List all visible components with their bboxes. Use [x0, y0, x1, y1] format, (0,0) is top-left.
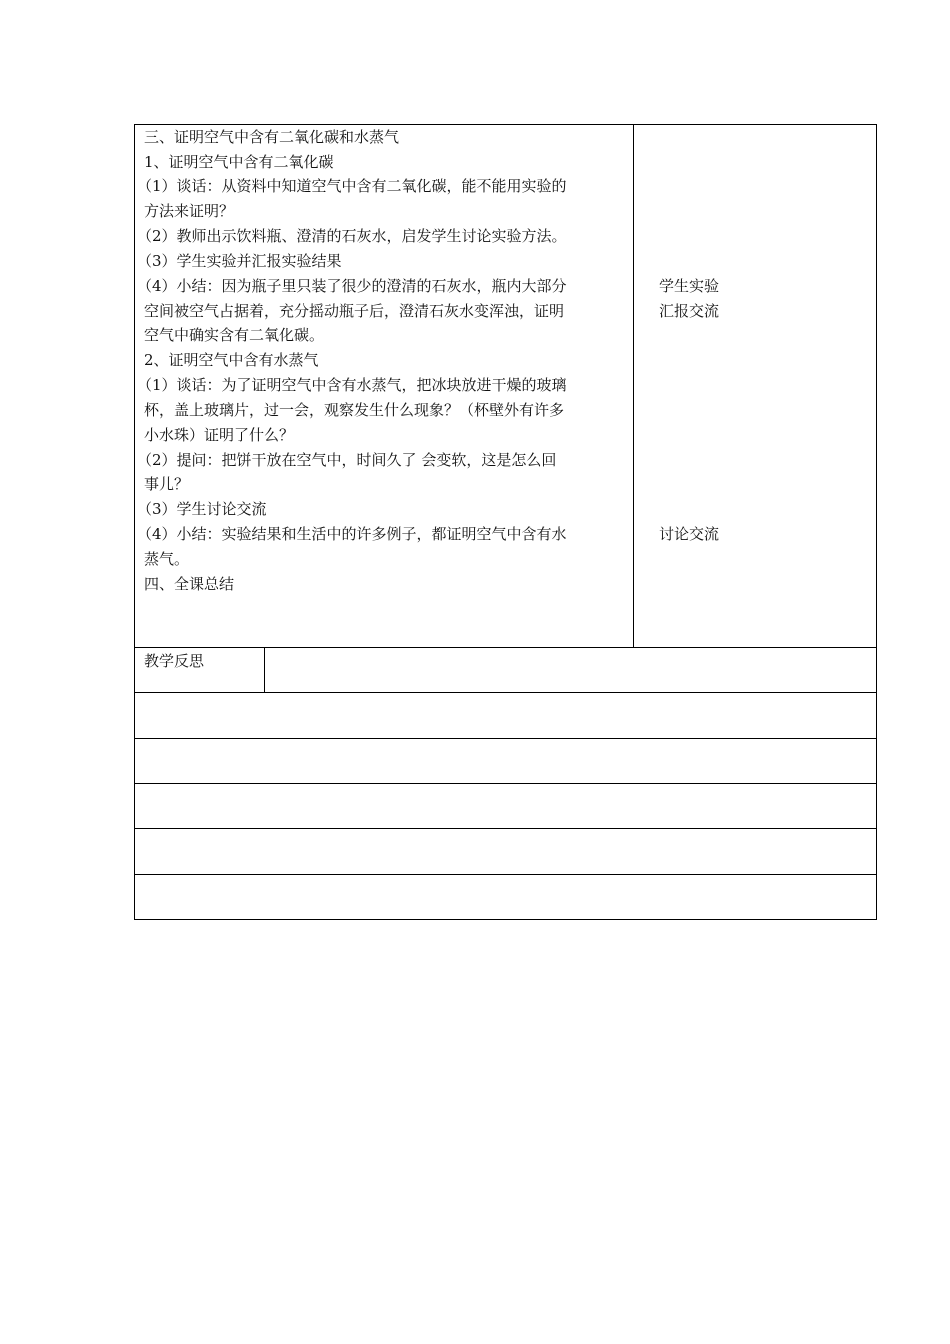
content-line: （1）谈话：从资料中知道空气中含有二氧化碳，能不能用实验的 — [137, 177, 567, 195]
content-line: （2）教师出示饮料瓶、澄清的石灰水，启发学生讨论实验方法。 — [137, 227, 567, 245]
side-note: 汇报交流 — [659, 302, 720, 320]
reflection-divider — [264, 647, 265, 693]
content-line: 空间被空气占据着，充分摇动瓶子后，澄清石灰水变浑浊，证明 — [144, 302, 565, 320]
row-divider — [134, 738, 877, 739]
side-note: 讨论交流 — [659, 525, 720, 543]
content-line: 四、全课总结 — [144, 575, 235, 593]
row-divider — [134, 783, 877, 784]
row-divider — [134, 874, 877, 875]
content-line: （3）学生讨论交流 — [137, 500, 267, 518]
content-line: 事儿？ — [144, 475, 190, 493]
content-line: 2、证明空气中含有水蒸气 — [144, 351, 319, 369]
reflection-label: 教学反思 — [144, 652, 205, 670]
content-line: 1、证明空气中含有二氧化碳 — [144, 153, 334, 171]
content-line: 空气中确实含有二氧化碳。 — [144, 326, 325, 344]
column-divider — [633, 124, 634, 648]
row-divider — [134, 828, 877, 829]
content-line: （1）谈话：为了证明空气中含有水蒸气，把冰块放进干燥的玻璃 — [137, 376, 567, 394]
content-line: 方法来证明？ — [144, 202, 235, 220]
row-divider — [134, 692, 877, 693]
content-line: （2）提问：把饼干放在空气中，时间久了 会变软，这是怎么回 — [137, 451, 557, 469]
content-line: 小水珠）证明了什么？ — [144, 426, 295, 444]
content-line: 杯，盖上玻璃片，过一会，观察发生什么现象？（杯壁外有许多 — [144, 401, 565, 419]
content-line: （4）小结：因为瓶子里只装了很少的澄清的石灰水，瓶内大部分 — [137, 277, 567, 295]
content-line: （3）学生实验并汇报实验结果 — [137, 252, 342, 270]
content-line: 三、证明空气中含有二氧化碳和水蒸气 — [144, 128, 400, 146]
side-note: 学生实验 — [659, 277, 720, 295]
content-line: 蒸气。 — [144, 550, 190, 568]
content-line: （4）小结：实验结果和生活中的许多例子，都证明空气中含有水 — [137, 525, 567, 543]
row-divider — [134, 647, 877, 648]
